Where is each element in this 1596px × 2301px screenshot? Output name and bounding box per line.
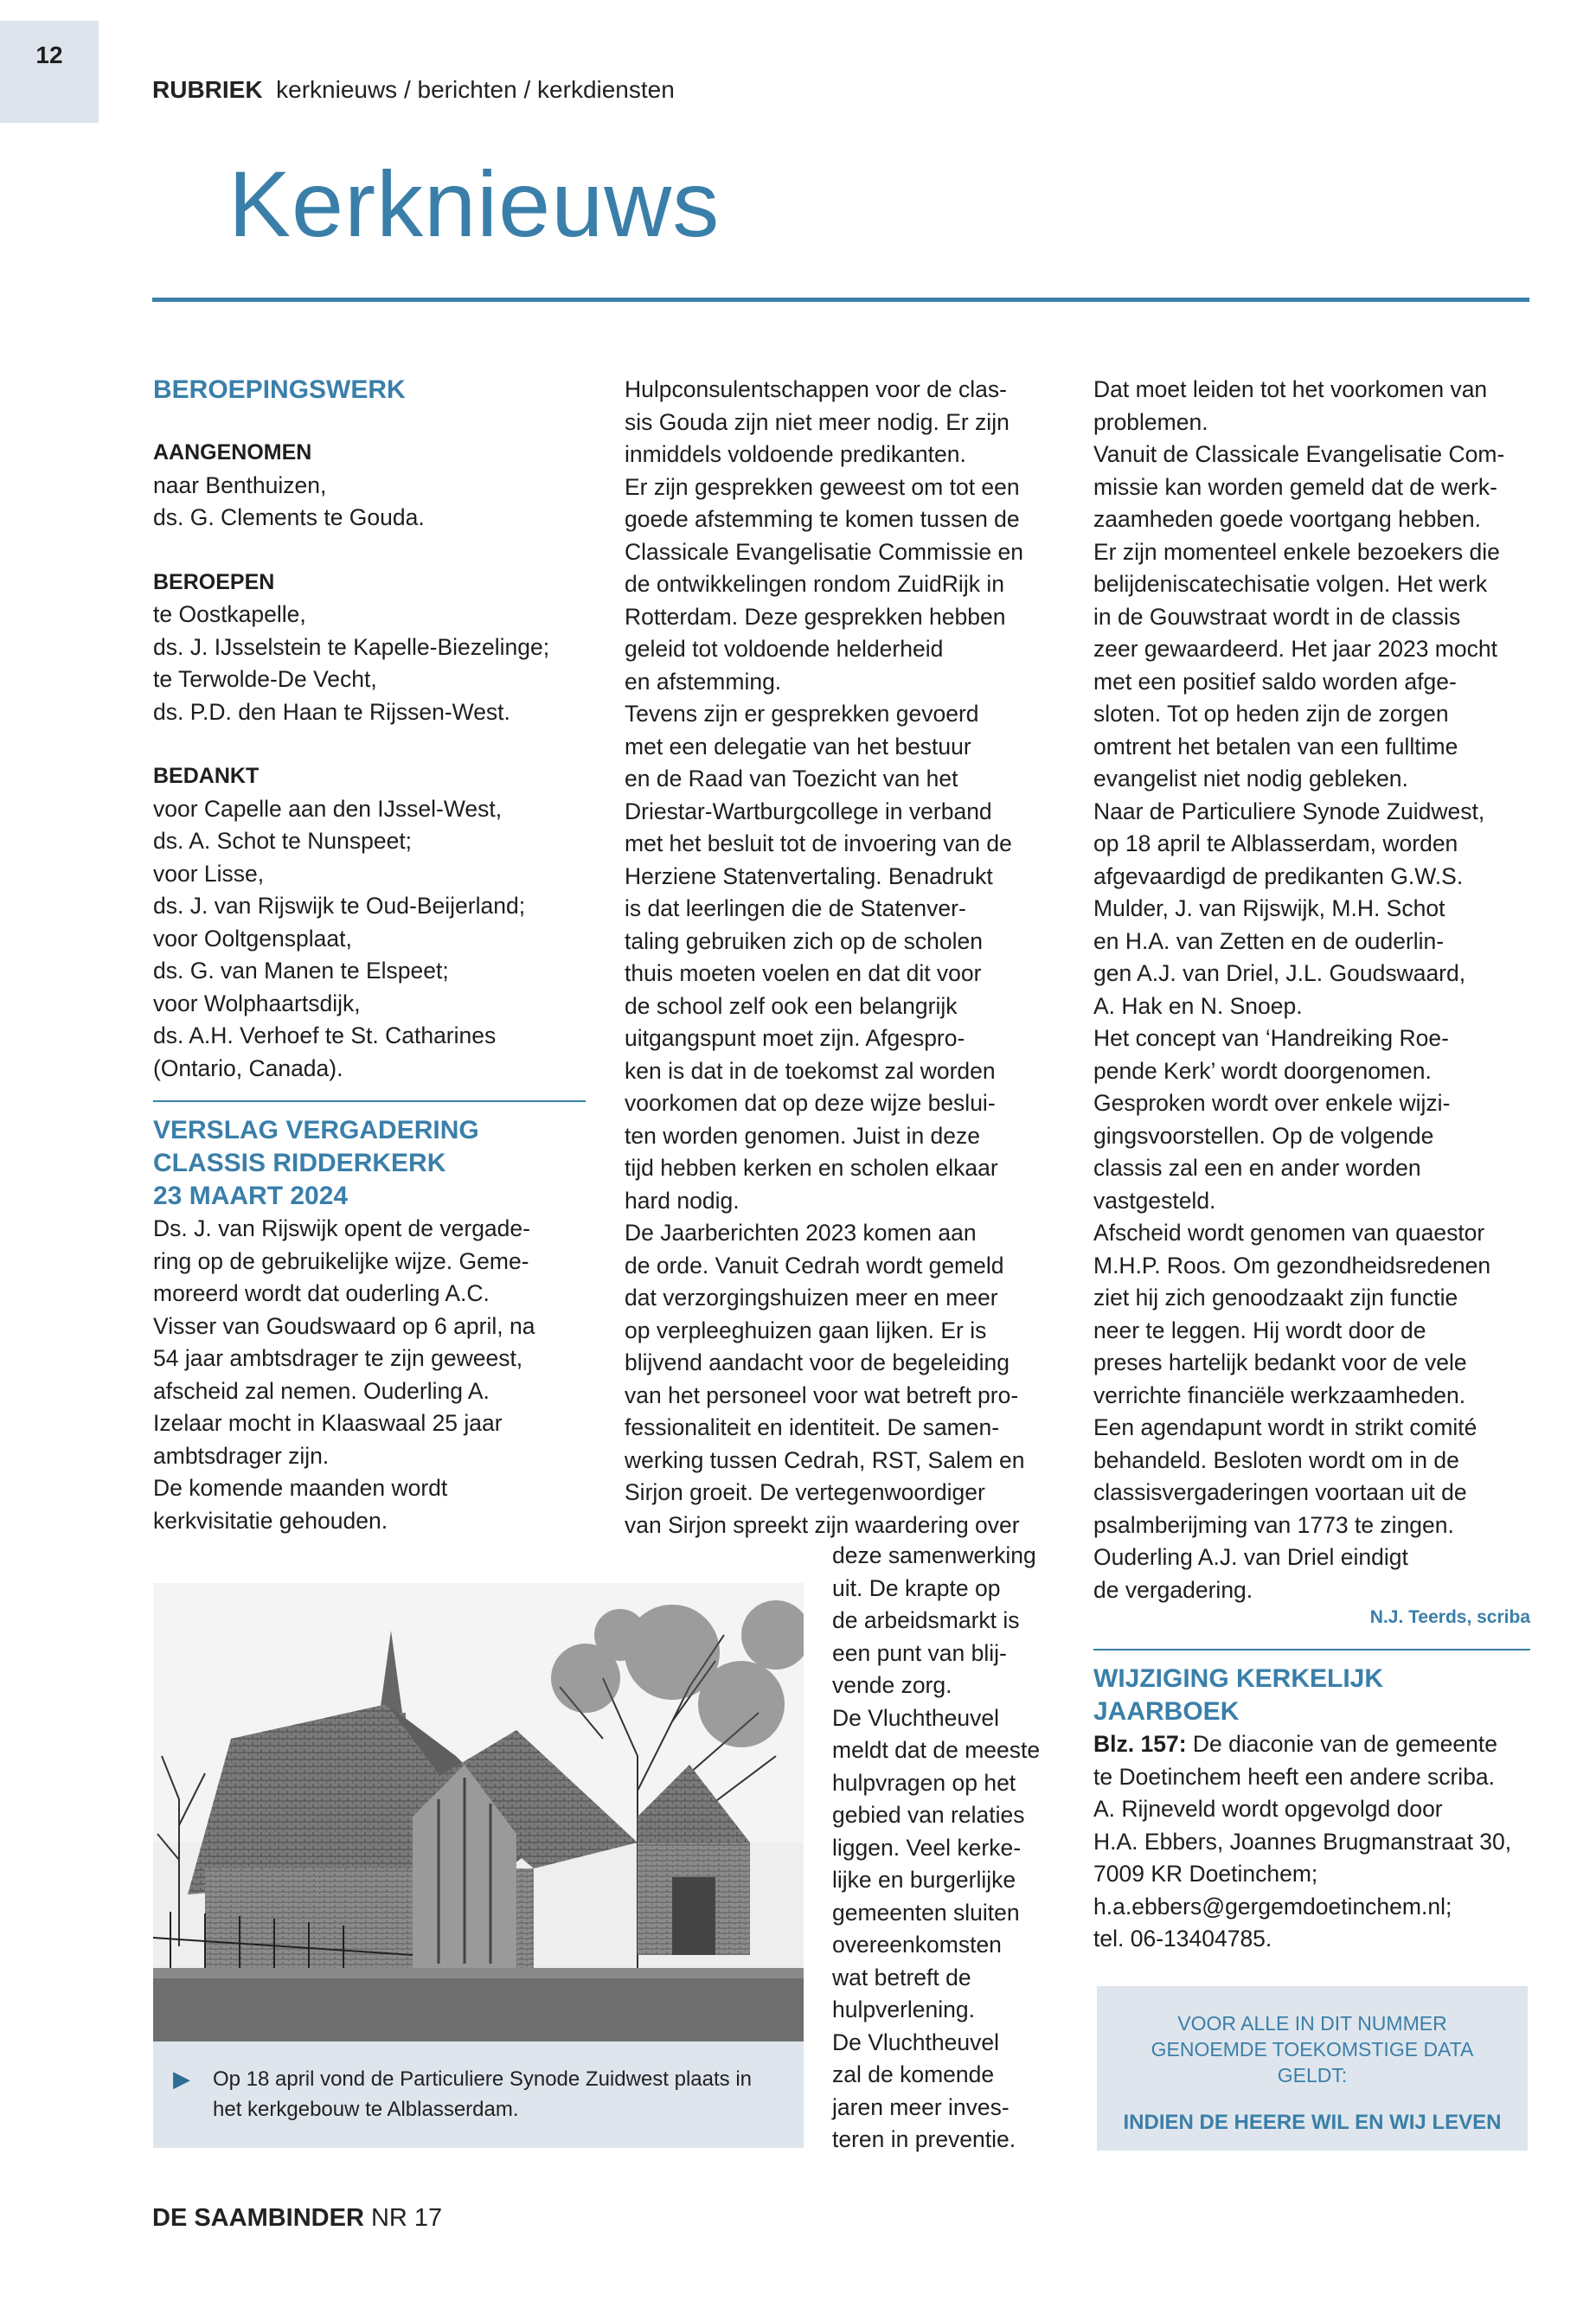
text-line: gingsvoorstellen. Op de volgende <box>1093 1122 1434 1149</box>
wijziging-text <box>1093 1761 1530 1956</box>
text-line: Gesproken wordt over enkele wijzi- <box>1093 1090 1451 1116</box>
text-line: omtrent het betalen van een fulltime <box>1093 733 1458 760</box>
text-line: met een positief saldo worden afge- <box>1093 668 1457 695</box>
text-line: ds. J. IJsselstein te Kapelle-Biezelinge; <box>153 633 550 660</box>
text-line: preses hartelijk bedankt voor de vele <box>1093 1349 1467 1375</box>
text-line: (Ontario, Canada). <box>153 1054 343 1081</box>
text-line: zal de komende <box>832 2061 995 2087</box>
text-line: de ontwikkelingen rondom ZuidRijk in <box>625 571 1004 597</box>
text-line: van het personeel voor wat betreft pro- <box>625 1381 1019 1408</box>
text-line: gemeenten sluiten <box>832 1899 1020 1926</box>
text-line: ds. A.H. Verhoef te St. Catharines <box>153 1022 497 1048</box>
text-line: hulpverlening. <box>832 1997 976 2022</box>
verslag-col2-text <box>625 374 1057 1541</box>
text-line: Ouderling A.J. van Driel eindigt <box>1093 1544 1408 1570</box>
text-line: hard nodig. <box>625 1187 740 1214</box>
text-line: ziet hij zich genoodzaakt zijn functie <box>1093 1285 1458 1311</box>
text-line: moreerd wordt dat ouderling A.C. <box>153 1280 490 1306</box>
text-line: Herziene Statenvertaling. Benadrukt <box>625 862 993 889</box>
text-line: pende Kerk’ wordt doorgenomen. <box>1093 1057 1432 1084</box>
notice-emphasis: INDIEN DE HEERE WIL EN WIJ LEVEN <box>1123 2111 1502 2134</box>
text-line: voorkomen dat op deze wijze beslui- <box>625 1090 996 1116</box>
column-2-continued <box>832 1540 1059 2157</box>
text-line: overeenkomsten <box>832 1932 1002 1958</box>
photo-caption: Op 18 april vond de Particuliere Synode Zuidwest plaats in het kerkgebouw te Alblasserdam. <box>213 2067 753 2121</box>
text-line: thuis moeten voelen en dat dit voor <box>625 960 982 986</box>
text-line: voor Lisse, <box>153 860 265 887</box>
text-line: hulpvragen op het <box>832 1769 1016 1796</box>
text-line: JAARBOEK <box>1093 1697 1240 1726</box>
text-line: deze samenwerking <box>832 1542 1036 1568</box>
page-number: 12 <box>35 42 63 68</box>
text-line: kerkvisitatie gehouden. <box>153 1507 388 1534</box>
column-2 <box>625 374 1057 1541</box>
text-line: VERSLAG VERGADERING <box>153 1116 479 1144</box>
text-line: de vergadering. <box>1093 1576 1253 1603</box>
text-line: Hulpconsulentschappen voor de clas- <box>625 376 1007 402</box>
text-line: teren in preventie. <box>832 2126 1016 2152</box>
text-line: tel. 06-13404785. <box>1093 1926 1272 1952</box>
text-line: Er zijn momenteel enkele bezoekers die <box>1093 538 1500 565</box>
text-line: vastgesteld. <box>1093 1187 1216 1214</box>
text-line: en afstemming. <box>625 668 782 695</box>
text-line: gebied van relaties <box>832 1802 1025 1828</box>
text-line: uitgangspunt moet zijn. Afgespro- <box>625 1025 965 1051</box>
notice-text: VOOR ALLE IN DIT NUMMER GENOEMDE TOEKOMSTIGE DATA GELDT: <box>1151 2012 1474 2086</box>
rubriek-line <box>152 76 675 104</box>
text-line: op 18 april te Alblasserdam, worden <box>1093 830 1458 856</box>
text-line: Rotterdam. Deze gesprekken hebben <box>625 603 1006 630</box>
text-line: en H.A. van Zetten en de ouderlin- <box>1093 927 1445 954</box>
text-line: problemen. <box>1093 408 1208 435</box>
text-line: ten worden genomen. Juist in deze <box>625 1122 981 1149</box>
text-line: ds. G. Clements te Gouda. <box>153 504 425 530</box>
verslag-col3-text <box>1093 374 1530 1606</box>
text-line: uit. De krapte op <box>832 1574 1001 1601</box>
rubriek-path: kerknieuws / berichten / kerkdiensten <box>276 76 675 103</box>
text-line: werking tussen Cedrah, RST, Salem en <box>625 1446 1025 1473</box>
footer <box>152 2204 442 2233</box>
text-line: afscheid zal nemen. Ouderling A. <box>153 1377 490 1404</box>
text-line: Izelaar mocht in Klaaswaal 25 jaar <box>153 1410 503 1436</box>
text-line: zeer gewaardeerd. Het jaar 2023 mocht <box>1093 636 1497 662</box>
text-line: De Vluchtheuvel <box>832 2029 999 2055</box>
text-line: behandeld. Besloten wordt om in de <box>1093 1446 1459 1473</box>
text-line: ken is dat in de toekomst zal worden <box>625 1057 996 1084</box>
text-line: Sirjon groeit. De vertegenwoordiger <box>625 1479 985 1505</box>
text-line: A. Hak en N. Snoep. <box>1093 992 1303 1019</box>
text-line: Tevens zijn er gesprekken gevoerd <box>625 701 979 727</box>
text-line: Ds. J. van Rijswijk opent de vergade- <box>153 1215 530 1241</box>
text-line: CLASSIS RIDDERKERK <box>153 1149 446 1177</box>
text-line: tijd hebben kerken en scholen elkaar <box>625 1155 998 1181</box>
text-line: Visser van Goudswaard op 6 april, na <box>153 1312 535 1339</box>
text-line: de school zelf ook een belangrijk <box>625 992 958 1019</box>
text-line: op verpleeghuizen gaan lijken. Er is <box>625 1317 987 1343</box>
aangenomen-label: AANGENOMEN <box>153 440 312 465</box>
text-line: 54 jaar ambtsdrager te zijn geweest, <box>153 1345 523 1371</box>
text-line: jaren meer inves- <box>832 2093 1010 2120</box>
text-line: gen A.J. van Driel, J.L. Goudswaard, <box>1093 960 1466 986</box>
text-line: missie kan worden gemeld dat de werk- <box>1093 473 1497 500</box>
wijziging-heading <box>1093 1663 1530 1728</box>
text-line: ds. P.D. den Haan te Rijssen-West. <box>153 698 510 725</box>
text-line: classis zal een en ander worden <box>1093 1155 1421 1181</box>
column-1 <box>153 374 586 1537</box>
text-line: Het concept van ‘Handreiking Roe- <box>1093 1025 1449 1051</box>
section-divider <box>153 1100 586 1102</box>
text-line: 7009 KR Doetinchem; <box>1093 1861 1318 1887</box>
text-line: Afscheid wordt genomen van quaestor <box>1093 1220 1485 1246</box>
text-line: Een agendapunt wordt in strikt comité <box>1093 1414 1477 1440</box>
beroepingswerk-heading: BEROEPINGSWERK <box>153 375 406 404</box>
text-line: is dat leerlingen die de Statenver- <box>625 895 966 921</box>
text-line: liggen. Veel kerke- <box>832 1834 1022 1861</box>
text-line: Naar de Particuliere Synode Zuidwest, <box>1093 798 1485 824</box>
text-line: voor Wolphaartsdijk, <box>153 990 361 1016</box>
text-line: sis Gouda zijn niet meer nodig. Er zijn <box>625 408 1010 435</box>
text-line: Classicale Evangelisatie Commissie en <box>625 538 1023 565</box>
text-line: neer te leggen. Hij wordt door de <box>1093 1317 1426 1343</box>
text-line: met het besluit tot de invoering van de <box>625 830 1012 856</box>
text-line: H.A. Ebbers, Joannes Brugmanstraat 30, <box>1093 1828 1512 1855</box>
text-line: en de Raad van Toezicht van het <box>625 766 958 792</box>
text-line: belijdeniscatechisatie volgen. Het werk <box>1093 571 1488 597</box>
text-line: taling gebruiken zich op de scholen <box>625 927 983 954</box>
text-line: goede afstemming te komen tussen de <box>625 506 1020 532</box>
text-line: fessionaliteit en identiteit. De samen- <box>625 1414 1000 1440</box>
text-line: de arbeidsmarkt is <box>832 1607 1020 1633</box>
wijziging-first-line-rest: De diaconie van de gemeente <box>1186 1731 1497 1757</box>
text-line: naar Benthuizen, <box>153 471 327 498</box>
notice-box <box>1097 1986 1528 2150</box>
text-line: voor Ooltgensplaat, <box>153 925 352 952</box>
text-line: classisvergaderingen voortaan uit de <box>1093 1479 1467 1505</box>
text-line: ring op de gebruikelijke wijze. Geme- <box>153 1247 529 1274</box>
text-line: inmiddels voldoende predikanten. <box>625 441 966 467</box>
text-line: met een delegatie van het bestuur <box>625 733 971 760</box>
text-line: ds. G. van Manen te Elspeet; <box>153 958 449 984</box>
text-line: ambtsdrager zijn. <box>153 1442 330 1469</box>
church-photo <box>153 1583 804 2041</box>
text-line: te Terwolde-De Vecht, <box>153 666 377 692</box>
title-divider <box>152 298 1529 302</box>
text-line: te Doetinchem heeft een andere scriba. <box>1093 1763 1496 1790</box>
rubriek-label: RUBRIEK <box>152 76 263 103</box>
text-line: h.a.ebbers@gergemdoetinchem.nl; <box>1093 1893 1452 1920</box>
text-line: psalmberijming van 1773 te zingen. <box>1093 1511 1454 1538</box>
text-line: de orde. Vanuit Cedrah wordt gemeld <box>625 1252 1004 1279</box>
text-line: sloten. Tot op heden zijn de zorgen <box>1093 701 1449 727</box>
text-line: Mulder, J. van Rijswijk, M.H. Schot <box>1093 895 1445 921</box>
text-line: ds. A. Schot te Nunspeet; <box>153 828 413 854</box>
text-line: wat betreft de <box>832 1964 971 1990</box>
text-line: voor Capelle aan den IJssel-West, <box>153 795 503 822</box>
caption-arrow-icon: ▶ <box>173 2066 190 2092</box>
text-line: dat verzorgingshuizen meer en meer <box>625 1285 998 1311</box>
text-line: afgevaardigd de predikanten G.W.S. <box>1093 862 1464 889</box>
verslag-heading <box>153 1114 586 1213</box>
wijziging-first-line <box>1093 1728 1530 1761</box>
text-line: zaamheden goede voortgang hebben. <box>1093 506 1481 532</box>
text-line: te Oostkapelle, <box>153 601 306 627</box>
text-line: van Sirjon spreekt zijn waardering over <box>625 1511 1020 1538</box>
text-line: geleid tot voldoende helderheid <box>625 636 944 662</box>
bedankt-label: BEDANKT <box>153 764 260 788</box>
text-line: WIJZIGING KERKELIJK <box>1093 1664 1384 1693</box>
footer-magazine: DE SAAMBINDER <box>152 2204 364 2232</box>
beroepen-list <box>153 599 586 728</box>
text-line: M.H.P. Roos. Om gezondheidsredenen <box>1093 1252 1491 1279</box>
text-line: De Jaarberichten 2023 komen aan <box>625 1220 977 1246</box>
text-line: evangelist niet nodig gebleken. <box>1093 766 1408 792</box>
text-line: Dat moet leiden tot het voorkomen van <box>1093 376 1488 402</box>
text-line: lijke en burgerlijke <box>832 1867 1016 1893</box>
text-line: meldt dat de meeste <box>832 1737 1041 1763</box>
aangenomen-list <box>153 470 586 535</box>
bedankt-list <box>153 793 586 1086</box>
text-line: 23 MAART 2024 <box>153 1182 349 1210</box>
text-line: vende zorg. <box>832 1672 952 1698</box>
text-line: A. Rijneveld wordt opgevolgd door <box>1093 1796 1443 1822</box>
column-3 <box>1093 374 1530 1606</box>
beroepen-label: BEROEPEN <box>153 569 275 594</box>
text-line: Vanuit de Classicale Evangelisatie Com- <box>1093 441 1505 467</box>
text-line: Driestar-Wartburgcollege in verband <box>625 798 992 824</box>
footer-issue: NR 17 <box>370 2204 443 2232</box>
text-line: De Vluchtheuvel <box>832 1704 999 1731</box>
blz-label: Blz. 157: <box>1093 1731 1187 1757</box>
verslag-col2b-text <box>832 1540 1059 2157</box>
section-divider-2 <box>1093 1649 1530 1650</box>
wijziging-section <box>1093 1663 1530 1956</box>
verslag-col1-text <box>153 1213 586 1537</box>
text-line: ds. J. van Rijswijk te Oud-Beijerland; <box>153 893 526 919</box>
text-line: een punt van blij- <box>832 1639 1007 1666</box>
text-line: in de Gouwstraat wordt in de classis <box>1093 603 1461 630</box>
page-title: Kerknieuws <box>228 151 721 256</box>
text-line: Er zijn gesprekken geweest om tot een <box>625 473 1020 500</box>
text-line: verrichte financiële werkzaamheden. <box>1093 1381 1466 1408</box>
text-line: blijvend aandacht voor de begeleiding <box>625 1349 1010 1375</box>
text-line: De komende maanden wordt <box>153 1475 448 1501</box>
signature: N.J. Teerds, scriba <box>1369 1607 1530 1627</box>
